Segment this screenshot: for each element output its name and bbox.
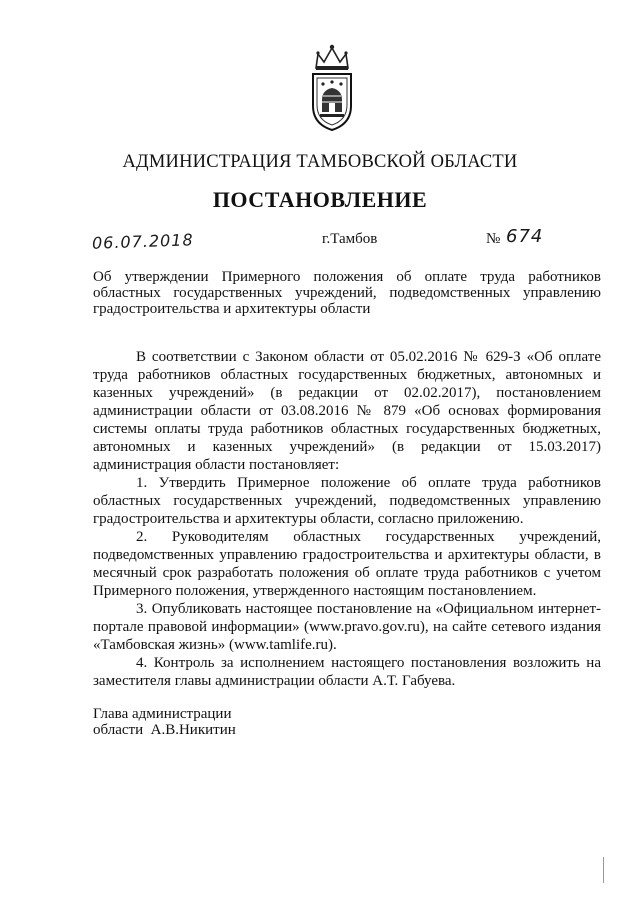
document-type-title: ПОСТАНОВЛЕНИЕ: [212, 187, 428, 212]
document-body: [93, 348, 601, 690]
organization-title: АДМИНИСТРАЦИЯ ТАМБОВСКОЙ ОБЛАСТИ: [122, 152, 518, 172]
scan-mark: [603, 857, 604, 883]
document-subject: Об утверждении Примерного положения об оплате труда работников областных государственных учреждений, подведомственных управлению градостроительства и архитектуры области: [93, 269, 601, 317]
document-number-label: №: [486, 231, 501, 247]
signature-block: [93, 706, 236, 738]
item-paragraph-2: 2. Руководителям областных государственных учреждений, подведомственных управлению градостроительства и архитектуры области, в месячный срок разработать положения об оплате труда работников с учетом Примерного положения, утвержденного настоящим постановлением.: [93, 529, 601, 599]
item-paragraph-3: 3. Опубликовать настоящее постановление на «Официальном интернет-портале правовой информации» (www.pravo.gov.ru), на сайте сетевого издания «Тамбовская жизнь» (www.tamlife.ru).: [93, 601, 601, 653]
document-city: г.Тамбов: [322, 231, 378, 247]
signature-title: Глава администрации: [93, 706, 232, 722]
item-paragraph-4: 4. Контроль за исполнением настоящего постановления возложить на заместителя главы администрации области А.Т. Габуева.: [93, 655, 601, 689]
preamble-paragraph: В соответствии с Законом области от 05.02.2016 № 629-З «Об оплате труда работников областных государственных бюджетных, автономных и казенных учреждений» (в редакции от 02.02.2017), постановлением администрации области от 03.08.2016 № 879 «Об основах формирования системы оплаты труда работников областных государственных бюджетных, автономных и казенных учреждений» (в редакции от 15.03.2017) администрация области постановляет:: [93, 349, 601, 473]
tambov-coat-of-arms-icon: [308, 42, 356, 134]
item-paragraph-1: 1. Утвердить Примерное положение об оплате труда работников областных государственных учреждений, подведомственных управлению градостроительства и архитектуры области, согласно приложению.: [93, 475, 601, 527]
document-date: 06.07.2018: [91, 230, 194, 253]
signature-name: области А.В.Никитин: [93, 722, 236, 738]
document-number: 674: [506, 226, 544, 247]
